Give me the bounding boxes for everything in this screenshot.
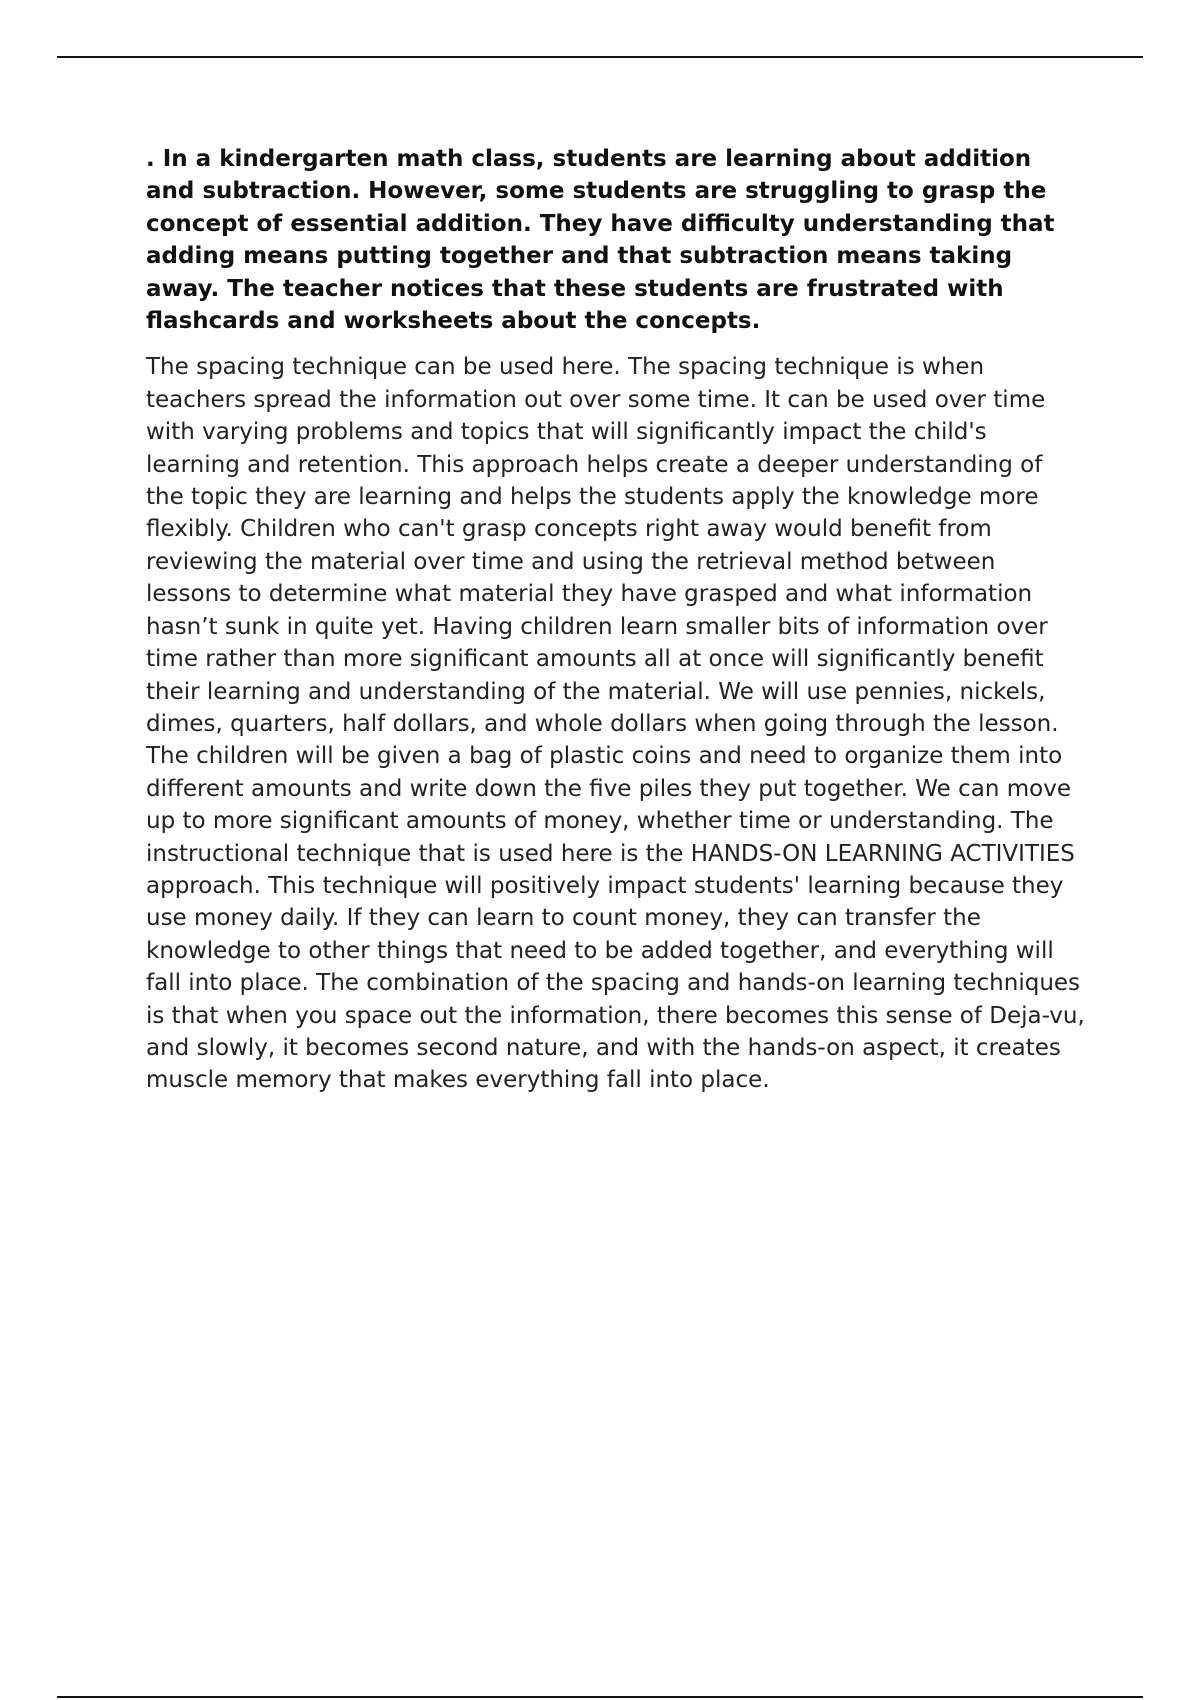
answer-paragraph: The spacing technique can be used here. The spacing technique is when teachers spread the information out over some time. It can be used over time with varying problems and topics that will significantly impact the child's learning and retention. This approach helps create a deeper understanding of the topic they are learning and helps the students apply the knowledge more flexibly. Children who can't grasp concepts right away would benefit from reviewing the material over time and using the retrieval method between lessons to determine what material they have grasped and what information hasn’t sunk in quite yet. Having children learn smaller bits of information over time rather than more significant amounts all at once will significantly benefit their learning and understanding of the material. We will use pennies, nickels, dimes, quarters, half dollars, and whole dollars when going through the lesson. The children will be given a bag of plastic coins and need to organize them into different amounts and write down the five piles they put together. We can move up to more significant amounts of money, whether time or understanding. The instructional technique that is used here is the HANDS-ON LEARNING ACTIVITIES approach. This technique will positively impact students' learning because they use money daily. If they can learn to count money, they can transfer the knowledge to other things that need to be added together, and everything will fall into place. The combination of the spacing and hands-on learning techniques is that when you space out the information, there becomes this sense of Deja-vu, and slowly, it becomes second nature, and with the hands-on aspect, it creates muscle memory that makes everything fall into place.	[146, 354, 1085, 1094]
bottom-divider	[57, 1696, 1143, 1698]
top-divider	[57, 56, 1143, 58]
document-body	[146, 143, 1086, 1097]
question-heading: . In a kindergarten math class, students are learning about addition and subtraction. However, some students are struggling to grasp the concept of essential addition. They have difficulty understanding that adding means putting together and that subtraction means taking away. The teacher notices that these students are frustrated with flashcards and worksheets about the concepts.	[146, 146, 1055, 335]
